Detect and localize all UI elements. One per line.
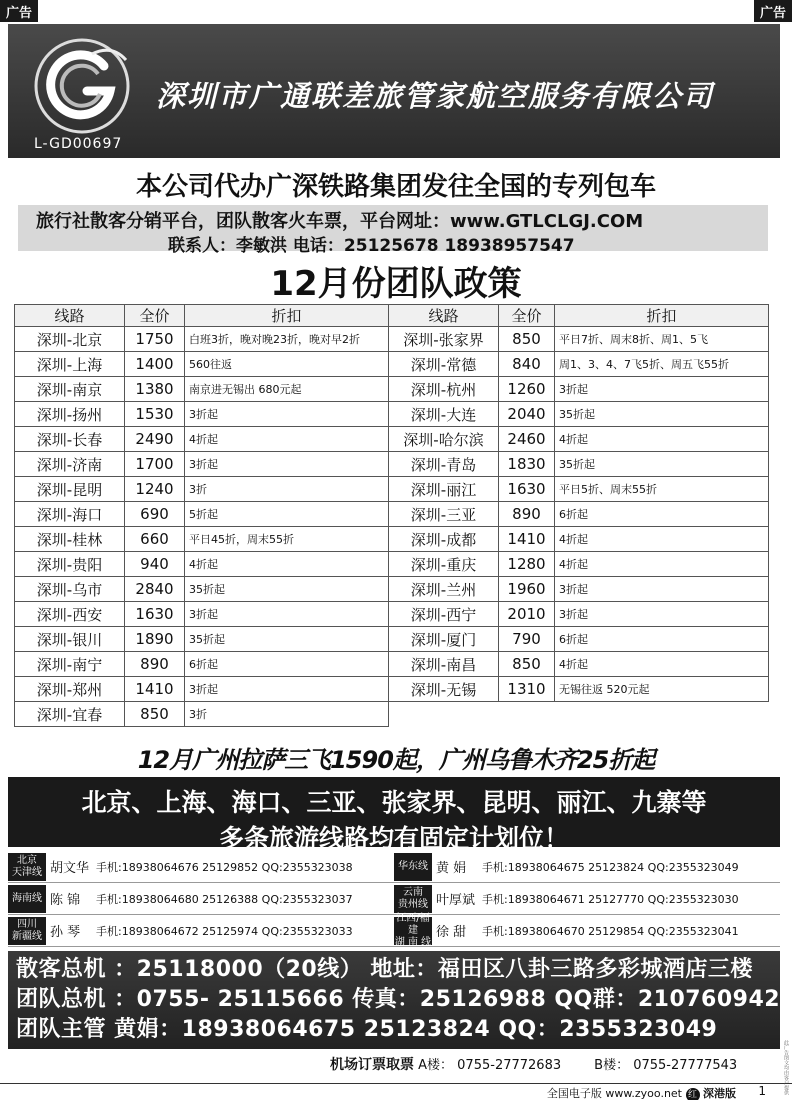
discount-cell: 3折起: [555, 577, 769, 602]
route-cell: 深圳-乌市: [15, 577, 125, 602]
contact-name: 孙 琴: [50, 925, 81, 940]
table-row: [389, 552, 769, 577]
discount-cell: 4折起: [185, 427, 389, 452]
table-row: [15, 577, 389, 602]
discount-cell: 3折起: [185, 452, 389, 477]
route-cell: 深圳-无锡: [389, 677, 499, 702]
table-row: [389, 477, 769, 502]
discount-cell: 6折起: [185, 652, 389, 677]
price-cell: 1280: [499, 552, 555, 577]
discount-cell: 无锡往返 520元起: [555, 677, 769, 702]
table-row: [15, 627, 389, 652]
discount-cell: 平日7折、周末8折、周1、5飞: [555, 327, 769, 352]
edition-info: [547, 1085, 736, 1100]
table-row: [15, 427, 389, 452]
route-tag: 云南 贵州线: [394, 885, 432, 913]
discount-cell: 4折起: [185, 552, 389, 577]
table-row: [15, 327, 389, 352]
destinations-line-1: 北京、上海、海口、三亚、张家界、昆明、丽江、九寨等: [81, 788, 707, 817]
price-cell: 840: [499, 352, 555, 377]
route-tag: 海南线: [8, 885, 46, 913]
route-cell: 深圳-南昌: [389, 652, 499, 677]
discount-cell: 5折起: [185, 502, 389, 527]
table-row: [389, 327, 769, 352]
side-note: 此广告图文均由客户提供: [783, 1040, 789, 1095]
table-row: [15, 352, 389, 377]
discount-cell: 3折起: [555, 602, 769, 627]
discount-cell: 南京进无锡出 680元起: [185, 377, 389, 402]
table-row: [15, 602, 389, 627]
route-cell: 深圳-三亚: [389, 502, 499, 527]
contact-row: [8, 912, 780, 948]
price-cell: 940: [125, 552, 185, 577]
route-cell: 深圳-贵阳: [15, 552, 125, 577]
policy-table-left: [14, 304, 389, 727]
company-banner: [8, 24, 780, 158]
route-cell: 深圳-扬州: [15, 402, 125, 427]
contact-info: 手机:18938064675 25123824 QQ:2355323049: [482, 860, 739, 874]
price-cell: 890: [499, 502, 555, 527]
table-row: [389, 502, 769, 527]
route-cell: 深圳-西安: [15, 602, 125, 627]
price-cell: 1700: [125, 452, 185, 477]
discount-cell: 6折起: [555, 502, 769, 527]
header-discount: 折扣: [555, 305, 769, 327]
table-row: [389, 527, 769, 552]
price-cell: 890: [125, 652, 185, 677]
discount-cell: 4折起: [555, 527, 769, 552]
discount-cell: 4折起: [555, 427, 769, 452]
price-cell: 1410: [499, 527, 555, 552]
ad-label-right: 广告: [754, 0, 792, 22]
route-cell: 深圳-济南: [15, 452, 125, 477]
company-logo-icon: [32, 36, 132, 136]
table-row: [389, 352, 769, 377]
route-cell: 深圳-宜春: [15, 702, 125, 727]
route-cell: 深圳-昆明: [15, 477, 125, 502]
route-cell: 深圳-上海: [15, 352, 125, 377]
price-cell: 1240: [125, 477, 185, 502]
table-row: [389, 377, 769, 402]
footer-line-1: 散客总机 ：25118000（20线） 地址：福田区八卦三路多彩城酒店三楼: [16, 957, 753, 982]
contact-name: 黄 娟: [436, 861, 467, 876]
table-row: [389, 652, 769, 677]
route-cell: 深圳-重庆: [389, 552, 499, 577]
discount-cell: 3折: [185, 477, 389, 502]
contact-info: 手机:18938064671 25127770 QQ:2355323030: [482, 892, 739, 906]
discount-cell: 3折: [185, 702, 389, 727]
discount-cell: 35折起: [555, 452, 769, 477]
ad-label-left: 广告: [0, 0, 38, 22]
policy-table-right: [388, 304, 769, 702]
contact-cell: [394, 883, 780, 914]
table-row: [15, 702, 389, 727]
route-cell: 深圳-杭州: [389, 377, 499, 402]
discount-cell: 35折起: [555, 402, 769, 427]
discount-cell: 3折起: [185, 602, 389, 627]
promo-line: 12月广州拉萨三飞1590起，广州乌鲁木齐25折起: [137, 746, 655, 774]
price-cell: 1260: [499, 377, 555, 402]
table-row: [15, 377, 389, 402]
contact-info: 手机:18938064676 25129852 QQ:2355323038: [96, 860, 353, 874]
route-cell: 深圳-西宁: [389, 602, 499, 627]
price-cell: 1530: [125, 402, 185, 427]
airport-ticket-info: [330, 1054, 737, 1074]
discount-cell: 4折起: [555, 552, 769, 577]
header-route: 线路: [15, 305, 125, 327]
table-row: [15, 652, 389, 677]
discount-cell: 白班3折，晚对晚23折，晚对早2折: [185, 327, 389, 352]
table-row: [389, 627, 769, 652]
discount-cell: 平日45折，周末55折: [185, 527, 389, 552]
table-row: [15, 452, 389, 477]
edition-text: 全国电子版 www.zyoo.net: [546, 1087, 682, 1100]
price-cell: 1630: [499, 477, 555, 502]
header-route: 线路: [389, 305, 499, 327]
route-cell: 深圳-张家界: [389, 327, 499, 352]
price-cell: 690: [125, 502, 185, 527]
contact-info: 手机:18938064670 25129854 QQ:2355323041: [482, 924, 739, 938]
edition-bar: [0, 1083, 792, 1099]
price-cell: 1410: [125, 677, 185, 702]
table-row: [389, 427, 769, 452]
platform-info: [18, 205, 768, 256]
contact-cell: [394, 912, 780, 948]
price-cell: 1380: [125, 377, 185, 402]
price-cell: 850: [499, 652, 555, 677]
discount-cell: 平日5折、周末55折: [555, 477, 769, 502]
price-cell: 2010: [499, 602, 555, 627]
price-cell: 660: [125, 527, 185, 552]
price-cell: 1830: [499, 452, 555, 477]
price-cell: 790: [499, 627, 555, 652]
discount-cell: 周1、3、4、7飞5折、周五飞55折: [555, 352, 769, 377]
route-cell: 深圳-北京: [15, 327, 125, 352]
contact-line: 联系人：李敏洪 电话：25125678 18938957547: [168, 236, 575, 256]
edition-name: 深港版: [703, 1087, 736, 1100]
discount-cell: 4折起: [555, 652, 769, 677]
contact-name: 陈 锦: [50, 893, 81, 908]
route-cell: 深圳-厦门: [389, 627, 499, 652]
route-cell: 深圳-兰州: [389, 577, 499, 602]
price-cell: 1890: [125, 627, 185, 652]
policy-title: 12月份团队政策: [270, 264, 522, 304]
discount-cell: 35折起: [185, 627, 389, 652]
price-cell: 1960: [499, 577, 555, 602]
page-number: 1: [758, 1084, 766, 1098]
route-cell: 深圳-成都: [389, 527, 499, 552]
headline: 本公司代办广深铁路集团发往全国的专列包车: [135, 172, 656, 202]
table-row: [389, 402, 769, 427]
footer-banner: [8, 951, 780, 1049]
route-cell: 深圳-常德: [389, 352, 499, 377]
destinations-banner: [8, 777, 780, 853]
price-cell: 1750: [125, 327, 185, 352]
table-row: [15, 502, 389, 527]
contact-name: 胡文华: [50, 861, 90, 876]
contact-info: 手机:18938064680 25126388 QQ:2355323037: [96, 892, 353, 906]
discount-cell: 6折起: [555, 627, 769, 652]
header-discount: 折扣: [185, 305, 389, 327]
table-row: [389, 452, 769, 477]
route-cell: 深圳-桂林: [15, 527, 125, 552]
route-tag: 北京 天津线: [8, 853, 46, 881]
table-row: [389, 677, 769, 702]
table-row: [15, 677, 389, 702]
ticket-a: A楼： 0755-27772683: [418, 1058, 562, 1073]
price-cell: 2040: [499, 402, 555, 427]
footer-line-3: 团队主管 黄娟：18938064675 25123824 QQ：2355323049: [16, 1017, 718, 1042]
contact-name: 徐 甜: [436, 925, 467, 940]
discount-cell: 3折起: [555, 377, 769, 402]
price-cell: 2460: [499, 427, 555, 452]
route-cell: 深圳-青岛: [389, 452, 499, 477]
ticket-b: B楼： 0755-27777543: [594, 1058, 738, 1073]
license-number: L-GD00697: [34, 136, 123, 152]
route-cell: 深圳-丽江: [389, 477, 499, 502]
footer-line-2: 团队总机 ：0755- 25115666 传真：25126988 QQ群：210760942: [16, 987, 781, 1012]
header-price: 全价: [125, 305, 185, 327]
table-row: [15, 477, 389, 502]
header-price: 全价: [499, 305, 555, 327]
price-cell: 850: [125, 702, 185, 727]
route-cell: 深圳-哈尔滨: [389, 427, 499, 452]
company-name: 深圳市广通联差旅管家航空服务有限公司: [156, 79, 715, 113]
route-cell: 深圳-南京: [15, 377, 125, 402]
route-cell: 深圳-银川: [15, 627, 125, 652]
table-row: [389, 577, 769, 602]
route-cell: 深圳-海口: [15, 502, 125, 527]
contact-name: 叶厚斌: [436, 893, 476, 908]
platform-line: 旅行社散客分销平台，团队散客火车票，平台网址：www.GTLCLGJ.COM: [36, 211, 644, 232]
contact-info: 手机:18938064672 25125974 QQ:2355323033: [96, 924, 353, 938]
route-cell: 深圳-南宁: [15, 652, 125, 677]
contact-row: [8, 883, 780, 915]
contacts-grid: [8, 851, 780, 947]
discount-cell: 35折起: [185, 577, 389, 602]
edition-badge-icon: 红: [686, 1088, 700, 1100]
discount-cell: 560往返: [185, 352, 389, 377]
contact-cell: [8, 915, 394, 946]
price-cell: 1310: [499, 677, 555, 702]
table-row: [15, 552, 389, 577]
contact-cell: [8, 851, 394, 882]
contact-cell: [8, 883, 394, 914]
destinations-line-2: 多条旅游线路均有固定计划位！: [218, 824, 569, 853]
table-row: [15, 402, 389, 427]
price-cell: 2490: [125, 427, 185, 452]
price-cell: 850: [499, 327, 555, 352]
discount-cell: 3折起: [185, 402, 389, 427]
route-tag: 江西/福建 湖 南 线: [394, 912, 432, 948]
ticket-label: 机场订票取票: [330, 1057, 414, 1073]
table-row: [15, 527, 389, 552]
contact-cell: [394, 851, 780, 882]
table-row: [389, 602, 769, 627]
route-cell: 深圳-郑州: [15, 677, 125, 702]
price-cell: 1400: [125, 352, 185, 377]
contact-row: [8, 851, 780, 883]
price-cell: 2840: [125, 577, 185, 602]
route-cell: 深圳-大连: [389, 402, 499, 427]
route-cell: 深圳-长春: [15, 427, 125, 452]
price-cell: 1630: [125, 602, 185, 627]
discount-cell: 3折起: [185, 677, 389, 702]
route-tag: 四川 新疆线: [8, 917, 46, 945]
route-tag: 华东线: [394, 853, 432, 881]
